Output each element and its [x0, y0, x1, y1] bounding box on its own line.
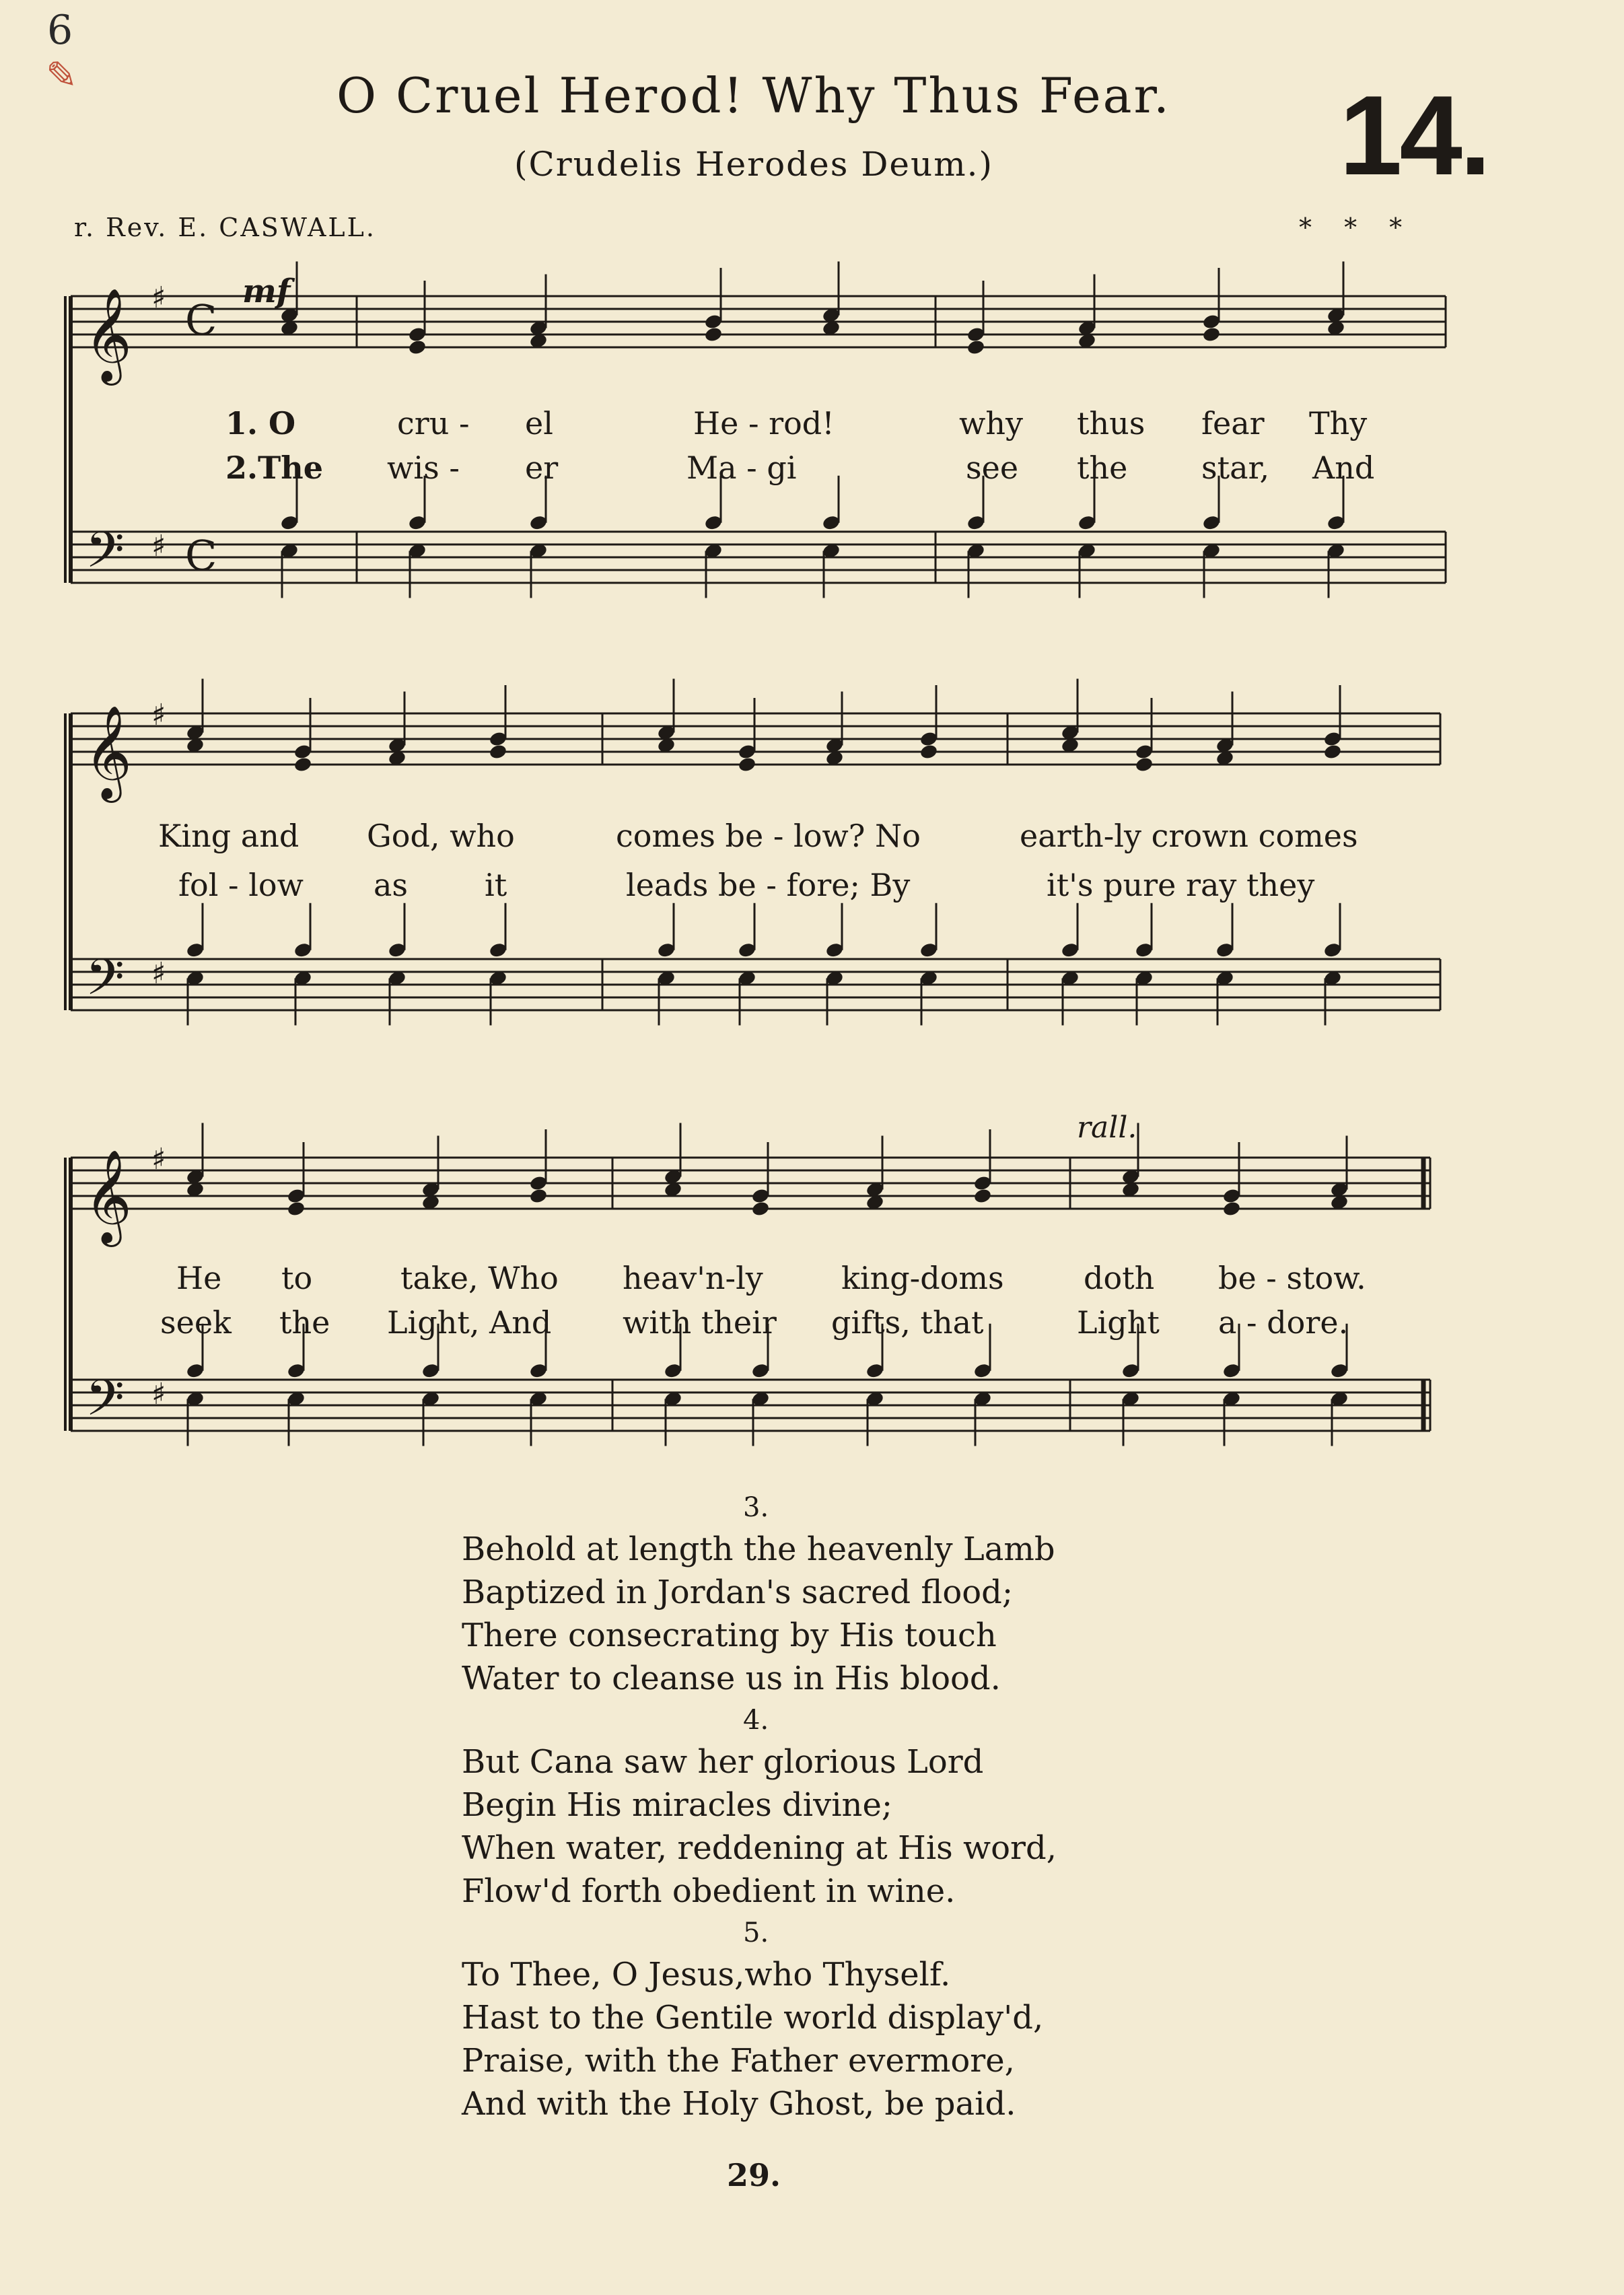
- lyric-s3-v1-5: king-doms: [841, 1260, 1004, 1296]
- additional-verses: [462, 1487, 1057, 2125]
- bass-clef-icon: 𝄢: [85, 948, 125, 1019]
- key-signature-sharp-icon: ♯: [151, 956, 166, 991]
- verse-4: [462, 1700, 1057, 1913]
- lyric-s3-v2-1: seek: [160, 1304, 232, 1341]
- key-signature-sharp-icon: ♯: [151, 281, 166, 316]
- verse-number: 3.: [743, 1492, 769, 1523]
- lyric-s1-v1-2: cru -: [397, 405, 470, 442]
- common-time-icon: C: [185, 295, 217, 345]
- lyric-s1-v1-1: 1. O: [225, 405, 296, 442]
- lyric-s3-v1-6: doth: [1084, 1260, 1155, 1296]
- lyric-s3-v1-3: take, Who: [400, 1260, 559, 1296]
- lyric-s2-v1-2: God, who: [367, 818, 515, 854]
- lyric-s3-v2-7: a - dore.: [1218, 1304, 1349, 1341]
- lyric-s1-v1-5: why: [959, 405, 1023, 442]
- alto-note: [1135, 756, 1154, 773]
- lyric-s1-v2-5: see: [966, 450, 1019, 486]
- dynamic-rall: rall.: [1077, 1110, 1137, 1145]
- verse-line: Praise, with the Father evermore,: [462, 2042, 1015, 2080]
- hymn-subtitle: (Crudelis Herodes Deum.): [514, 145, 994, 184]
- lyric-s1-v1-7: fear: [1201, 405, 1265, 442]
- verse-number: 4.: [743, 1705, 769, 1736]
- lyric-s1-v2-4: Ma - gi: [686, 450, 797, 486]
- lyric-s2-v2-4: leads be - fore; By: [626, 867, 911, 903]
- key-signature-sharp-icon: ♯: [151, 698, 166, 733]
- lyric-s1-v2-6: the: [1077, 450, 1128, 486]
- bass-clef-icon: 𝄢: [85, 1369, 125, 1440]
- corner-mark: 6: [47, 7, 73, 54]
- page-number: 29.: [726, 2157, 781, 2193]
- lyric-s3-v2-3: Light, And: [387, 1304, 552, 1341]
- lyric-s2-v2-2: as: [374, 867, 409, 903]
- pencil-mark-icon: ✎: [46, 54, 77, 98]
- verse-line: Flow'd forth obedient in wine.: [462, 1872, 956, 1910]
- lyric-s3-v2-5: gifts, that: [831, 1304, 984, 1341]
- alto-note: [1202, 326, 1222, 343]
- treble-clef-icon: 𝄞: [84, 705, 132, 799]
- lyric-s2-v1-1: King and: [158, 818, 299, 854]
- alto-note: [287, 1200, 306, 1217]
- lyric-s3-v1-7: be - stow.: [1218, 1260, 1366, 1296]
- bass-clef-icon: 𝄢: [85, 521, 125, 592]
- lyric-s3-v2-4: with their: [623, 1304, 777, 1341]
- verse-3: [462, 1487, 1057, 1700]
- lyric-s2-v1-4: earth-ly crown comes: [1020, 818, 1358, 854]
- lyric-s2-v2-5: it's pure ray they: [1047, 867, 1315, 903]
- lyric-s1-v2-2: wis -: [387, 450, 460, 486]
- common-time-icon: C: [185, 531, 217, 580]
- key-signature-sharp-icon: ♯: [151, 529, 166, 564]
- verse-line: When water, reddening at His word,: [462, 1829, 1057, 1867]
- verse-line: Baptized in Jordan's sacred flood;: [462, 1574, 1014, 1611]
- verse-line: Behold at length the heavenly Lamb: [462, 1530, 1055, 1568]
- lyric-s1-v1-8: Thy: [1309, 405, 1368, 442]
- author-credit: r. Rev. E. CASWALL.: [74, 213, 376, 242]
- hymn-title: O Cruel Herod! Why Thus Fear.: [337, 67, 1171, 124]
- lyric-s1-v2-8: And: [1312, 450, 1375, 486]
- alto-note: [529, 1187, 549, 1204]
- treble-clef-icon: 𝄞: [84, 1150, 132, 1243]
- alto-note: [751, 1200, 771, 1217]
- lyric-s1-v1-3: el: [525, 405, 553, 442]
- verse-number: 5.: [743, 1917, 769, 1948]
- lyric-s3-v2-6: Light: [1077, 1304, 1160, 1341]
- alto-note: [966, 339, 986, 355]
- lyric-s1-v2-1: 2.The: [225, 450, 323, 486]
- verse-5: [462, 1913, 1057, 2125]
- alto-note: [489, 743, 508, 760]
- lyric-s3-v2-2: the: [279, 1304, 330, 1341]
- lyric-s2-v2-1: fol - low: [178, 867, 304, 903]
- verse-line: Hast to the Gentile world display'd,: [462, 1999, 1044, 2037]
- alto-note: [1323, 743, 1343, 760]
- alto-note: [738, 756, 757, 773]
- verse-line: But Cana saw her glorious Lord: [462, 1743, 984, 1781]
- alto-note: [704, 326, 723, 343]
- verse-line: Begin His miracles divine;: [462, 1786, 893, 1824]
- verse-line: Water to cleanse us in His blood.: [462, 1660, 1001, 1697]
- lyric-s3-v1-1: He: [176, 1260, 222, 1296]
- verse-line: And with the Holy Ghost, be paid.: [462, 2085, 1016, 2123]
- lyric-s2-v1-3: comes be - low? No: [616, 818, 921, 854]
- key-signature-sharp-icon: ♯: [151, 1377, 166, 1412]
- alto-note: [293, 756, 313, 773]
- lyric-s3-v1-4: heav'n-ly: [623, 1260, 763, 1296]
- verse-line: There consecrating by His touch: [462, 1617, 997, 1654]
- lyric-s1-v1-6: thus: [1077, 405, 1145, 442]
- lyric-s2-v2-3: it: [485, 867, 507, 903]
- verse-line: To Thee, O Jesus,who Thyself.: [462, 1956, 951, 1993]
- key-signature-sharp-icon: ♯: [151, 1142, 166, 1177]
- hymn-number: 14.: [1339, 72, 1489, 199]
- lyric-s3-v1-2: to: [281, 1260, 313, 1296]
- alto-note: [919, 743, 939, 760]
- lyric-s1-v2-3: er: [525, 450, 559, 486]
- alto-note: [1222, 1200, 1242, 1217]
- lyric-s1-v1-4: He - rod!: [693, 405, 835, 442]
- tune-stars: * * *: [1299, 213, 1415, 242]
- lyric-s1-v2-7: star,: [1201, 450, 1270, 486]
- treble-clef-icon: 𝄞: [84, 288, 132, 382]
- dynamic-mf: mf: [242, 273, 291, 310]
- alto-note: [408, 339, 427, 355]
- alto-note: [973, 1187, 993, 1204]
